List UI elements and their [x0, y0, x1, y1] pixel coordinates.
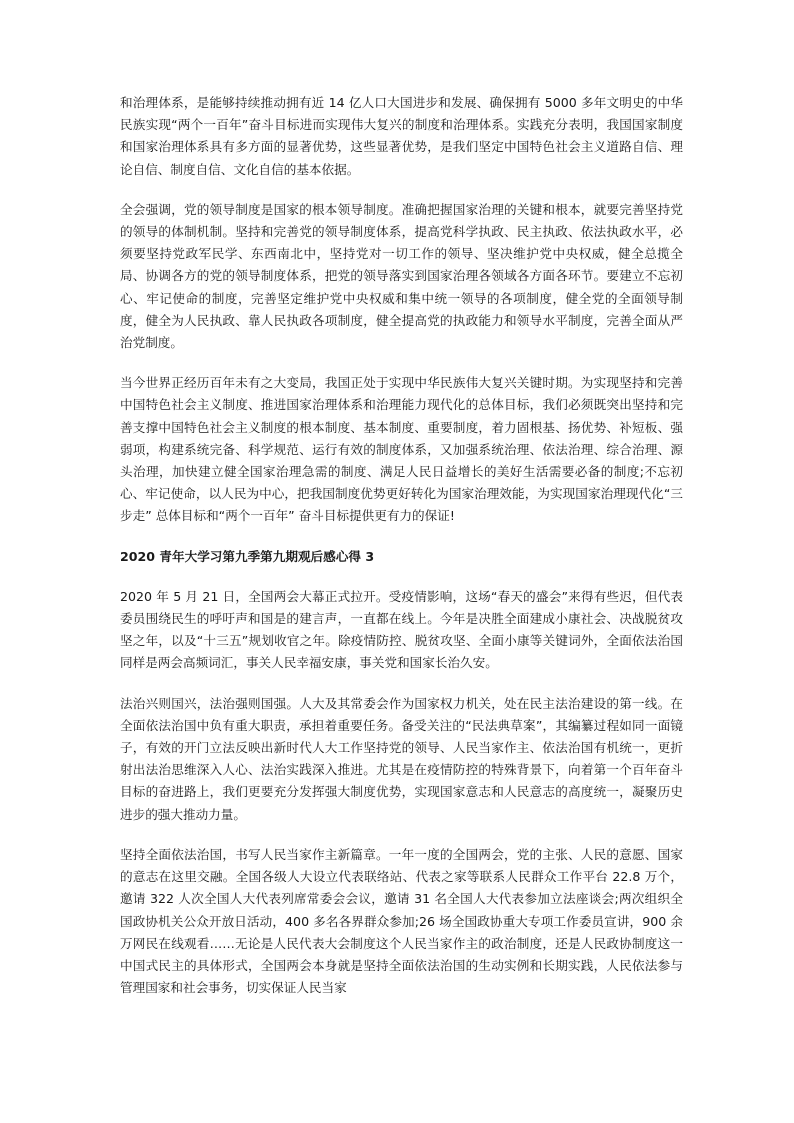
paragraph: 全会强调，党的领导制度是国家的根本领导制度。准确把握国家治理的关键和根本，就要完善坚持党的领导的体制机制。坚持和完善党的领导制度体系，提高党科学执政、民主执政、依法执政水平，必须要坚持党政军民学、东西南北中，坚持党对一切工作的领导、坚决维护党中央权威，健全总揽全局、协调各方的党的领导制度体系，把党的领导落实到国家治理各领域各方面各环节。要建立不忘初心、牢记使命的制度，完善坚定维护党中央权威和集中统一领导的各项制度，健全党的全面领导制度，健全为人民执政、靠人民执政各项制度，健全提高党的执政能力和领导水平制度，完善全面从严治党制度。 — [120, 201, 683, 351]
section-heading: 2020 青年大学习第九季第九期观后感心得 3 — [120, 548, 375, 564]
paragraph: 当今世界正经历百年未有之大变局，我国正处于实现中华民族伟大复兴关键时期。为实现坚持和完善中国特色社会主义制度、推进国家治理体系和治理能力现代化的总体目标，我们必须既突出坚持和完善支撑中国特色社会主义制度的根本制度、基本制度、重要制度，着力固根基、扬优势、补短板、强弱项，构建系统完备、科学规范、运行有效的制度体系，又加强系统治理、依法治理、综合治理、源头治理，加快建立健全国家治理急需的制度、满足人民日益增长的美好生活需要必备的制度;不忘初心、牢记使命，以人民为中心，把我国制度优势更好转化为国家治理效能，为实现国家治理现代化“三步走” 总体目标和“两个一百年” 奋斗目标提供更有力的保证! — [120, 375, 683, 524]
paragraph: 2020 年 5 月 21 日，全国两会大幕正式拉开。受疫情影响，这场“春天的盛会”来得有些迟，但代表委员围绕民生的呼吁声和国是的建言声，一直都在线上。今年是决胜全面建成小康社会、决战脱贫攻坚之年，以及“十三五”规划收官之年。除疫情防控、脱贫攻坚、全面小康等关键词外，全面依法治国同样是两会高频词汇，事关人民幸福安康，事关党和国家长治久安。 — [120, 588, 683, 671]
document-page — [120, 92, 683, 1017]
paragraph: 法治兴则国兴，法治强则国强。人大及其常委会作为国家权力机关，处在民主法治建设的第一线。在全面依法治国中负有重大职责，承担着重要任务。备受关注的“民法典草案”，其编纂过程如同一面镜子，有效的开门立法反映出新时代人大工作坚持党的领导、人民当家作主、依法治国有机统一，更折射出法治思维深入人心、法治实践深入推进。尤其是在疫情防控的特殊背景下，向着第一个百年奋斗目标的奋进路上，我们更要充分发挥强大制度优势，实现国家意志和人民意志的高度统一，凝聚历史进步的强大推动力量。 — [120, 695, 683, 822]
paragraph: 坚持全面依法治国，书写人民当家作主新篇章。一年一度的全国两会，党的主张、人民的意愿、国家的意志在这里交融。全国各级人大设立代表联络站、代表之家等联系人民群众工作平台 22.8 万个，邀请 322 人次全国人大代表列席常委会会议，邀请 31 名全国人大代表参加立法座谈会;两次组织全国政协机关公众开放日活动，400 多名各界群众参加;26 场全国政协重大专项工作委员宣讲，900 余万网民在线观看……无论是人民代表大会制度这个人民当家作主的政治制度，还是人民政协制度这一中国式民主的具体形式，全国两会本身就是坚持全面依法治国的生动实例和长期实践，人民依法参与管理国家和社会事务，切实保证人民当家 — [120, 846, 683, 996]
paragraph: 和治理体系，是能够持续推动拥有近 14 亿人口大国进步和发展、确保拥有 5000 多年文明史的中华民族实现“两个一百年”奋斗目标进而实现伟大复兴的制度和治理体系。实践充分表明，我国国家制度和国家治理体系具有多方面的显著优势，这些显著优势，是我们坚定中国特色社会主义道路自信、理论自信、制度自信、文化自信的基本依据。 — [120, 95, 683, 177]
